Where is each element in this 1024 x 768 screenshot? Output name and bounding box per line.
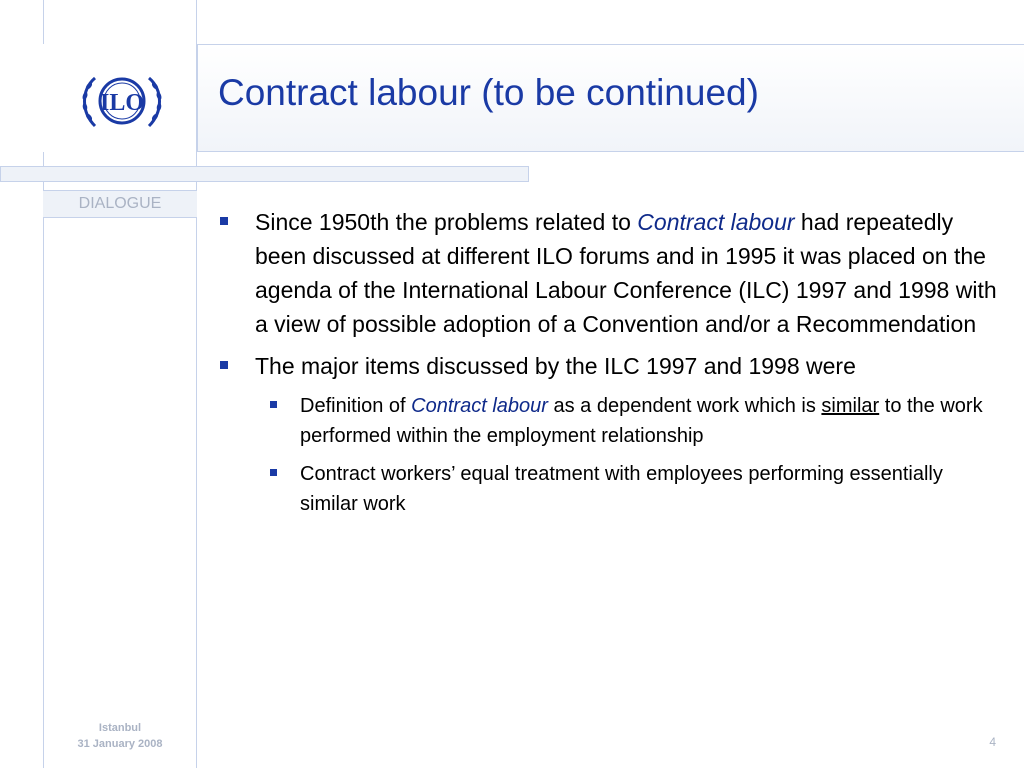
footer-date: 31 January 2008	[77, 738, 163, 750]
sub-bullet-text: to the work performed within the employment relationship	[300, 395, 983, 447]
bullet-text: Since 1950th the problems related to	[255, 209, 638, 235]
sub-bullet-item	[218, 391, 998, 451]
footer-location-date	[43, 720, 197, 752]
footer-place: Istanbul	[98, 722, 142, 734]
sub-bullet-text: Definition of	[300, 395, 412, 417]
sub-bullet-item	[218, 459, 998, 519]
square-bullet-icon	[220, 217, 228, 225]
square-bullet-icon	[270, 401, 277, 408]
bullet-item	[218, 349, 998, 383]
square-bullet-icon	[220, 361, 228, 369]
decorative-strip	[0, 166, 529, 182]
bullet-text: The major items discussed by the ILC 1997 and 1998 were	[255, 353, 856, 379]
slide-title: Contract labour (to be continued)	[218, 72, 759, 113]
bullet-item	[218, 205, 998, 341]
ilo-logo	[75, 68, 169, 134]
side-label: DIALOGUE	[43, 190, 197, 218]
sub-bullet-emphasis: Contract labour	[411, 395, 548, 417]
logo-text: ILO	[99, 90, 145, 116]
bullet-text: had repeatedly been discussed at different ILO forums and in 1995 it was placed on the agenda of the International Labour Conference (ILC) 1997 and 1998 with a view of possible adoption of a Convention and/or a Recommendation	[255, 209, 997, 337]
square-bullet-icon	[270, 469, 277, 476]
header-divider	[197, 44, 198, 152]
slide-content	[218, 205, 998, 527]
sub-bullet-text: as a dependent work which is	[547, 395, 822, 417]
sub-bullet-text: Contract workers’ equal treatment with employees performing essentially similar work	[300, 463, 943, 515]
bullet-emphasis: Contract labour	[637, 209, 795, 235]
page-number: 4	[989, 735, 996, 749]
sub-bullet-underlined: similar	[821, 395, 880, 417]
